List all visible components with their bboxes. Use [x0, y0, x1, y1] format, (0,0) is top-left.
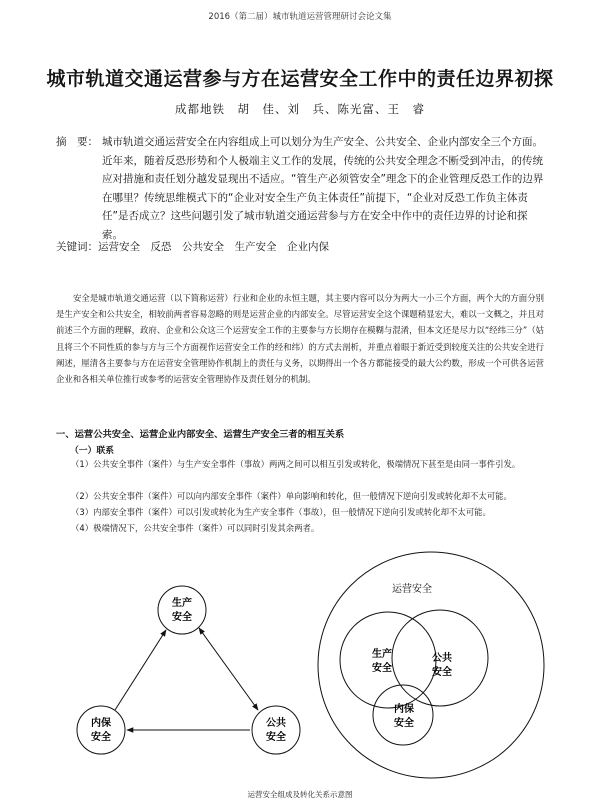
section-heading: 一、运营公共安全、运营企业内部安全、运营生产安全三者的相互关系 — [56, 429, 345, 440]
arrow-production-public — [199, 628, 258, 710]
running-header: 2016（第二届）城市轨道运营管理研讨会论文集 — [208, 12, 392, 22]
venn-production-circle — [340, 612, 436, 708]
venn-internal-circle — [373, 685, 433, 745]
relation-item-2: （2）公共安全事件（案件）可以向内部安全事件（案件）单向影响和转化，但一般情况下逆向引发或转化却不太可能。 — [71, 491, 512, 501]
node-internal-label-2: 安全 — [91, 732, 111, 743]
venn-internal-label-1: 内保 — [394, 704, 414, 715]
node-public-label-1: 公共 — [266, 718, 286, 729]
node-public-circle — [252, 706, 300, 754]
paper-title: 城市轨道交通运营参与方在运营安全工作中的责任边界初探 — [46, 68, 554, 90]
venn-production-label-1: 生产 — [372, 649, 392, 660]
keywords-list: 运营安全 反恐 公共安全 生产安全 企业内保 — [98, 241, 329, 253]
node-internal-circle — [77, 706, 125, 754]
arrow-internal-to-production — [115, 630, 166, 710]
triangle-diagram — [77, 586, 300, 754]
venn-production-label-2: 安全 — [372, 663, 392, 674]
intro-paragraph: 安全是城市轨道交通运营（以下简称运营）行业和企业的永恒主题，其主要内容可以分为两大一小三个方面，两个大的方面分别是生产安全和公共安全，相较前两者容易忽略的则是运营企业的内部安全。尽管运营安全这个课题稍显宏大，难以一文概之，并且对前述三个方面的理解，政府、企业和公众这三个运营安全工作的主要参与方长期存在模糊与混淆，但本文还是尽力以“经纬三分”（姑且将三个不同性质的参与方与三个方面视作运营安全工作的经和纬）的方式去剖析，并重点着眼于新近受到较度关注的公共安全进行阐述，厘清各主要参与方在运营安全管理协作机制上的责任与义务，以期得出一个各方都能接受的最大公约数，形成一个可供各运营企业和各相关单位推行或参考的运营安全管理协作及责任划分的机制。 — [56, 293, 544, 385]
node-internal-label-1: 内保 — [91, 718, 111, 729]
subheading-connection: （一）联系 — [70, 446, 114, 456]
node-production-circle — [158, 586, 206, 634]
keywords-label: 关键词： — [56, 241, 98, 253]
relation-item-3: （3）内部安全事件（案件）可以引发或转化为生产安全事件（事故），但一般情况下逆向引发或转化却不太可能。 — [71, 507, 491, 517]
venn-outer-label: 运营安全 — [392, 584, 432, 595]
node-public-label-2: 安全 — [266, 732, 286, 743]
venn-public-label-1: 公共 — [432, 653, 452, 664]
node-production-label-2: 安全 — [172, 612, 192, 623]
author-line: 成都地铁 胡 佳、刘 兵、陈光富、王 睿 — [175, 102, 425, 116]
venn-public-label-2: 安全 — [432, 667, 452, 678]
venn-diagram — [318, 552, 544, 778]
relation-item-4: （4）极端情况下，公共安全事件（案件）可以同时引发其余两者。 — [71, 523, 320, 533]
abstract-text: 城市轨道交通运营安全在内容组成上可以划分为生产安全、公共安全、企业内部安全三个方面。近年来，随着反恐形势和个人极端主义工作的发展，传统的公共安全理念不断受到冲击，的传统应对措施和责任划分越发显现出不适应。“管生产必须管安全”理念下的企业管理反恐工作的边界在哪里？传统思维模式下的“企业对安全生产负主体责任”前提下，“企业对反恐工作负主体责任”是否成立？这些问题引发了城市轨道交通运营参与方在安全中作中的责任边界的讨论和探索。 — [102, 136, 544, 241]
node-production-label-1: 生产 — [172, 598, 192, 609]
relation-item-1: （1）公共安全事件（案件）与生产安全事件（事故）两两之间可以相互引发或转化，极端情况下甚至是由同一事件引发。 — [71, 459, 521, 469]
figure-caption: 运营安全组成及转化关系示意图 — [247, 790, 353, 799]
venn-internal-label-2: 安全 — [394, 718, 414, 729]
abstract-label: 摘 要： — [56, 136, 98, 148]
